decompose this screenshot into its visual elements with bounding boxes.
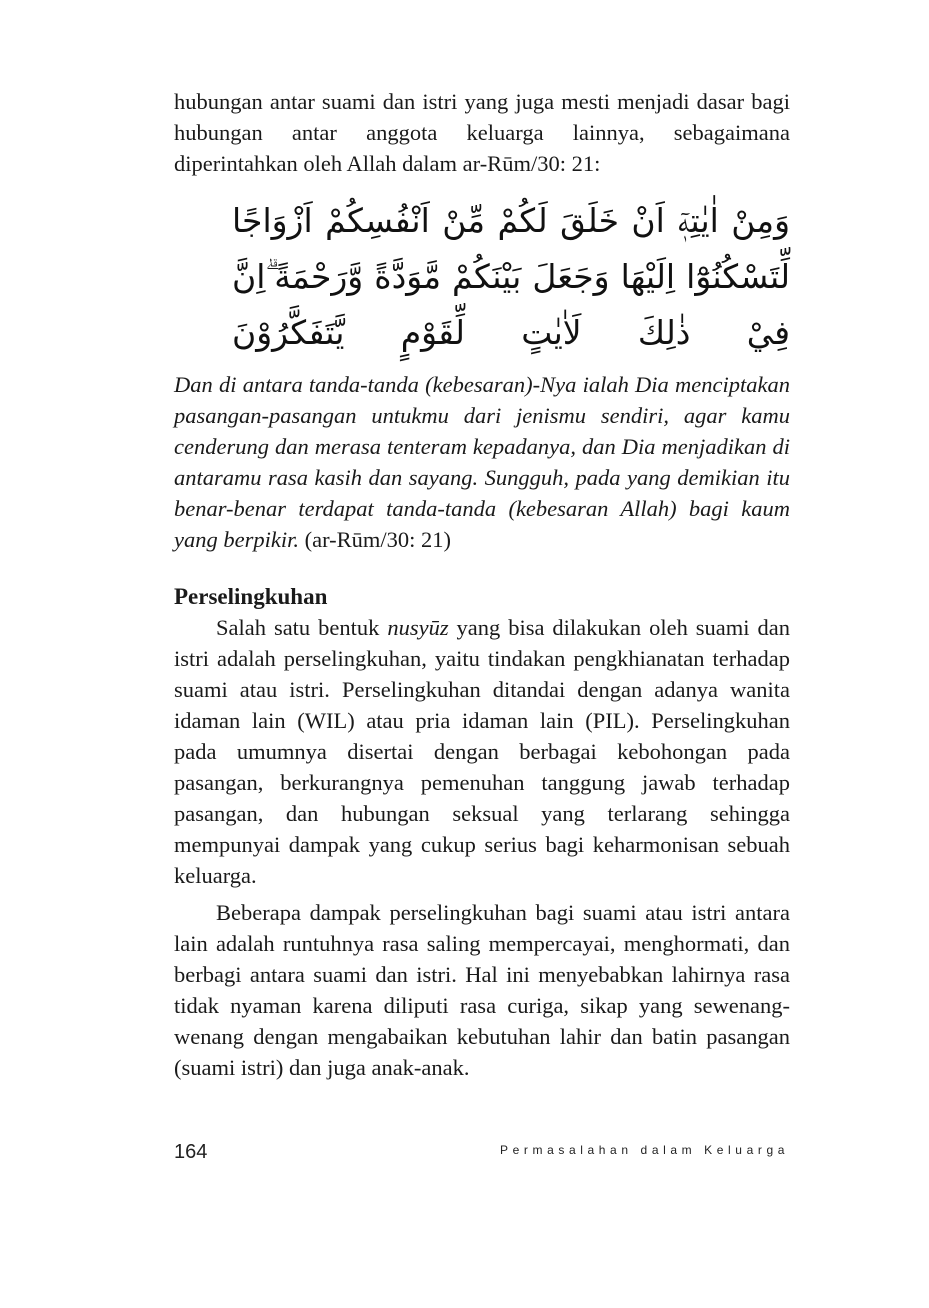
paragraph-2: Beberapa dampak perselingkuhan bagi suami atau istri antara lain adalah runtuhnya rasa saling mempercayai, menghormati, dan berbagi antara suami dan istri. Hal ini menyebabkan lahirnya rasa tidak nyaman karena diliputi rasa curiga, sikap yang sewenang-wenang dengan mengabaikan kebutuhan lahir dan batin pasangan (suami istri) dan juga anak-anak. bbox=[174, 900, 790, 1080]
page-number: 164 bbox=[174, 1141, 208, 1163]
verse-reference: (ar-Rūm/30: 21) bbox=[298, 527, 452, 552]
paragraph-1-rest: yang bisa dilakukan oleh suami dan istri adalah perselingkuhan, yaitu tindakan pengkhianatan terhadap suami atau istri. Perselingkuhan ditandai dengan adanya wanita idaman lain (WIL) atau pria idaman lain (PIL). Perselingkuhan pada umumnya disertai dengan berbagai kebohongan pada pasangan, berkurangnya pemenuhan tanggung jawab terhadap pasangan, dan hubungan seksual yang terlarang sehingga mempunyai dampak yang cukup serius bagi keharmonisan sebuah keluarga. bbox=[174, 615, 790, 888]
running-title: Permasalahan dalam Keluarga bbox=[500, 1143, 789, 1157]
italic-term: nusyūz bbox=[387, 615, 449, 640]
intro-paragraph: hubungan antar suami dan istri yang juga mesti menjadi dasar bagi hubungan antar anggota keluarga lainnya, sebagaimana diperintahkan oleh Allah dalam ar-Rūm/30: 21: bbox=[174, 89, 790, 176]
page-body bbox=[174, 86, 790, 1083]
verse-translation bbox=[174, 369, 790, 555]
section-heading: Perselingkuhan bbox=[174, 584, 328, 609]
translation-text: Dan di antara tanda-tanda (kebesaran)-Nya ialah Dia menciptakan pasangan-pasangan untukmu dari jenismu sendiri, agar kamu cenderung dan merasa tenteram kepadanya, dan Dia menjadikan di antaramu rasa kasih dan sayang. Sungguh, pada yang demikian itu benar-benar terdapat tanda-tanda (kebesaran Allah) bagi kaum yang berpikir. bbox=[174, 372, 790, 552]
paragraph-1-start: Salah satu bentuk bbox=[216, 615, 388, 640]
arabic-verse: وَمِنْ اٰيٰتِهٖٓ اَنْ خَلَقَ لَكُمْ مِّنْ اَنْفُسِكُمْ اَزْوَاجًا لِّتَسْكُنُوْٓا اِلَيْهَا وَجَعَلَ بَيْنَكُمْ مَّوَدَّةً وَّرَحْمَةً ۗاِنَّ فِيْ ذٰلِكَ لَاٰيٰتٍ لِّقَوْمٍ يَّتَفَكَّرُوْنَ bbox=[232, 201, 790, 352]
paragraph-1 bbox=[174, 612, 790, 891]
